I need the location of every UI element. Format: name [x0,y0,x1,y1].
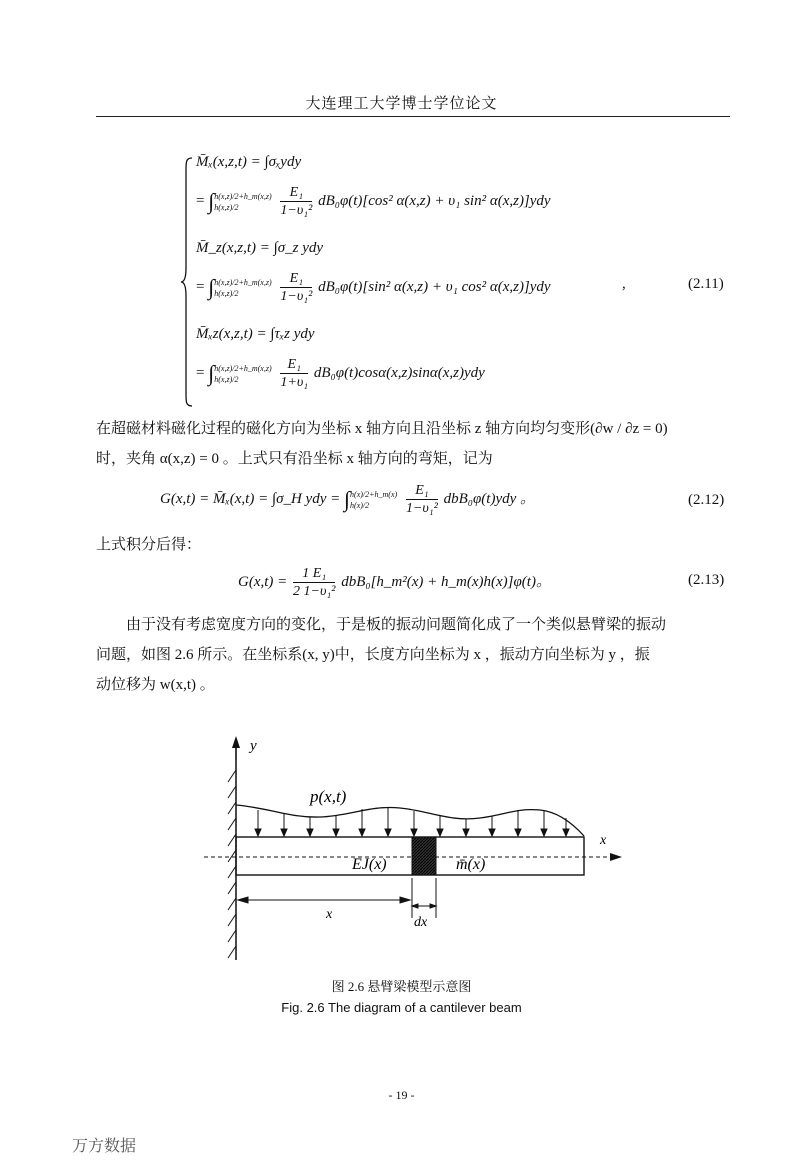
y-axis [232,736,240,760]
upper-limit: h(x,z)/2+h_m(x,z) [214,363,272,373]
mass-label: m̄(x) [456,856,486,873]
equals-sign: = [196,278,205,295]
lower-limit: h(x)/2 [350,500,370,510]
stiffness-label: EJ(x) [352,856,387,873]
watermark: 万方数据 [72,1136,137,1155]
lower-limit: h(x,z)/2 [214,202,239,212]
eq-rhs: dbB₀[h_m²(x) + h_m(x)h(x)]φ(t)。 [341,573,551,590]
denominator: 1−υ₁² [405,501,438,516]
numerator: E₁ [280,356,308,374]
numerator: E₁ [406,482,438,500]
paragraph-line: 在超磁材料磁化过程的磁化方向为坐标 x 轴方向且沿坐标 z 轴方向均匀变形(∂w / ∂z = 0) [96,421,668,437]
equation-number-2-13: (2.13) [688,572,725,588]
lower-limit: h(x,z)/2 [214,288,239,298]
wall-support [228,742,236,960]
running-header: 大连理工大学博士学位论文 [305,96,498,112]
paragraph-line: 时，夹角 α(x,z) = 0 。上式只有沿坐标 x 轴方向的弯矩，记为 [96,451,493,467]
mx-integrand: dB₀φ(t)[cos² α(x,z) + υ₁ sin² α(x,z)]ydy [318,192,551,209]
paragraph-integral-result: 上式积分后得： [96,537,202,553]
load-label: p(x,t) [310,787,347,806]
mxz-definition: M̄ₓz(x,z,t) = ∫τₓz ydy [196,326,315,342]
equation-number-2-12: (2.12) [688,492,725,508]
paragraph-line: 问题，如图 2.6 所示。在坐标系(x, y)中，长度方向坐标为 x ，振动方向坐标为 y ，振 [96,647,650,663]
denominator: 2 1−υ₁² [293,584,336,599]
integral-sign: ∫ [208,274,215,300]
dimension-dx-label: dx [414,915,428,930]
lower-limit: h(x,z)/2 [214,374,239,384]
equals-sign: = [196,192,205,209]
page-number: - 19 - [388,1088,415,1102]
load-curve [236,805,584,836]
numerator: E₁ [280,184,312,202]
denominator: 1−υ₁² [280,203,313,218]
numerator: E₁ [280,270,312,288]
equals-sign: = [196,364,205,381]
integral-sign: ∫ [344,486,351,512]
beam-body [236,837,584,875]
figure-caption-cn: 图 2.6 悬臂梁模型示意图 [331,979,472,994]
x-axis-label: x [600,833,607,848]
beam-element-dx [412,837,436,875]
mz-integrand: dB₀φ(t)[sin² α(x,z) + υ₁ cos² α(x,z)]ydy [318,278,551,295]
equation-number-2-11: (2.11) [688,276,724,292]
denominator: 1+υ₁ [280,375,309,390]
upper-limit: h(x,z)/2+h_m(x,z) [214,277,272,287]
upper-limit: h(x,z)/2+h_m(x,z) [214,191,272,201]
eq-lhs: G(x,t) = M̄ₓ(x,t) = ∫σ_H ydy = [160,490,341,507]
upper-limit: h(x)/2+h_m(x) [350,489,398,499]
mx-definition: M̄ₓ(x,z,t) = ∫σₓydy [196,154,302,170]
figure-caption-en: Fig. 2.6 The diagram of a cantilever beam [281,1000,522,1015]
paragraph-line: 由于没有考虑宽度方向的变化，于是板的振动问题简化成了一个类似悬臂梁的振动 [126,617,667,633]
mxz-integrand: dB₀φ(t)cosα(x,z)sinα(x,z)ydy [313,364,485,381]
integral-sign: ∫ [208,360,215,386]
equation-comma: , [622,276,626,292]
load-arrows [255,807,569,836]
eq-rhs: dbB₀φ(t)ydy 。 [443,490,536,507]
y-axis-label: y [250,738,257,754]
eq-lhs: G(x,t) = [238,573,288,590]
denominator: 1−υ₁² [280,289,313,304]
dimension-lines [238,878,436,918]
integral-sign: ∫ [208,188,215,214]
numerator: 1 E₁ [293,565,335,583]
mz-definition: M̄_z(x,z,t) = ∫σ_z ydy [196,240,324,256]
paragraph-line: 动位移为 w(x,t) 。 [96,677,215,693]
dimension-x-label: x [326,907,333,922]
